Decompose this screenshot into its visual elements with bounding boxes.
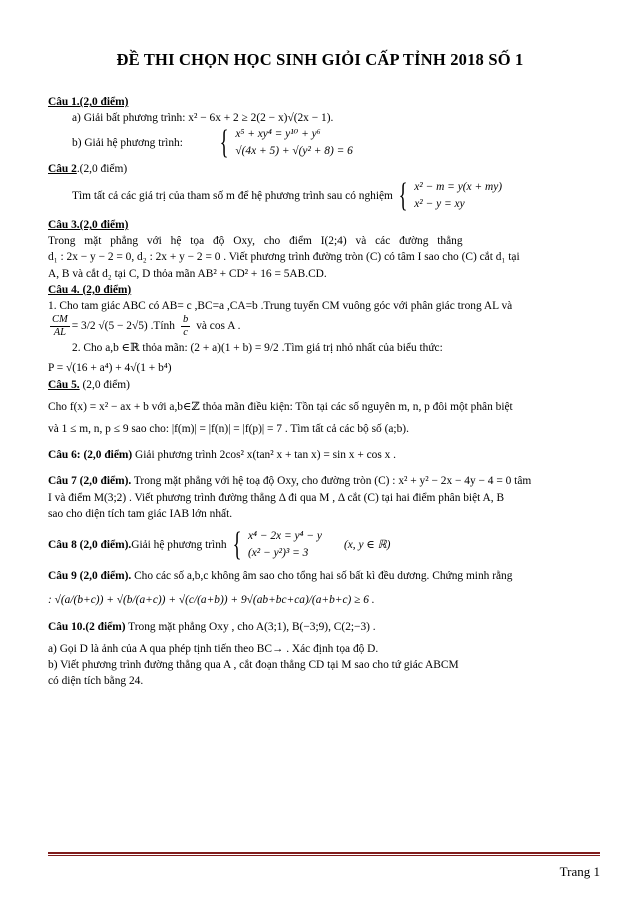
q8-text: Giải hệ phương trình	[131, 538, 227, 551]
q9	[48, 568, 600, 584]
q9-text: Cho các số a,b,c không âm sao cho tổng hai số bất kì đều dương. Chứng minh rằng	[131, 570, 513, 583]
q4-p1-eq: = 3/2 √(5 − 2√5) .Tính	[71, 320, 175, 333]
q1-heading: Câu 1.(2,0 điểm)	[48, 96, 129, 108]
q9-heading: Câu 9 (2,0 điểm).	[48, 570, 132, 583]
q10-b1: b) Viết phương trình đường thẳng qua A , cắt đoạn thẳng CD tại M sao cho tứ giác ABCM	[48, 658, 459, 671]
q2-eq2: x² − y = xy	[414, 197, 465, 210]
q2-body	[48, 176, 600, 214]
system-brace: {	[232, 526, 242, 564]
q4-p2: 2. Cho a,b ∈ℝ thỏa mãn: (2 + a)(1 + b) = 9/2 .Tìm giá trị nhỏ nhất của biểu thức:	[72, 342, 443, 355]
footer-rule	[48, 852, 600, 854]
exam-title: ĐỀ THI CHỌN HỌC SINH GIỎI CẤP TỈNH 2018 SỐ 1	[116, 50, 524, 69]
q7	[48, 473, 600, 489]
q7-line2: I và điểm M(3;2) . Viết phương trình đường thẳng Δ đi qua M , Δ cắt (C) tại hai điểm phân biệt A, B	[48, 491, 505, 504]
system-brace: {	[219, 124, 229, 162]
q4-p1-tail: và cos A .	[196, 320, 241, 333]
q10-b2: có diện tích bằng 24.	[48, 675, 144, 688]
frac-denominator: AL	[53, 326, 66, 338]
q1-eq1: x⁵ + xy⁴ = y¹⁰ + y⁶	[235, 128, 321, 141]
q3-line3: A, B và cắt d₂ tại C, D thỏa mãn AB² + CD² + 16 = 5AB.CD.	[48, 267, 327, 280]
q10-a: a) Gọi D là ảnh của A qua phép tịnh tiến theo BC→ . Xác định tọa độ D.	[48, 642, 379, 655]
page-number: Trang 1	[559, 864, 600, 879]
q6-heading: Câu 6: (2,0 điểm)	[48, 449, 133, 462]
q4-p1-cont	[48, 314, 600, 338]
q6-text: Giải phương trình 2cos² x(tan² x + tan x) = sin x + cos x .	[132, 449, 397, 462]
q8-eq2: (x² − y²)³ = 3	[247, 547, 309, 560]
q5-line2: và 1 ≤ m, n, p ≤ 9 sao cho: |f(m)| = |f(n)| = |f(p)| = 7 . Tìm tất cả các bộ số (a;b).	[48, 422, 409, 435]
q5-heading-rest: (2,0 điểm)	[79, 378, 130, 391]
q4-frac-b-c	[181, 314, 190, 338]
q2-text: Tìm tất cả các giá trị của tham số m để hệ phương trình sau có nghiệm	[72, 189, 393, 202]
q7-line1: Trong mặt phẳng với hệ toạ độ Oxy, cho đường tròn (C) : x² + y² − 2x − 4y − 4 = 0 tâm	[131, 475, 532, 488]
q10-intro: Trong mặt phẳng Oxy , cho A(3;1), B(−3;9), C(2;−3) .	[125, 620, 376, 633]
q10	[48, 619, 600, 635]
q2-eq1: x² − m = y(x + my)	[414, 180, 503, 193]
q2-heading: Câu 2	[48, 162, 77, 175]
q1-part-a: a) Giải bất phương trình: x² − 6x + 2 ≥ 2(2 − x)√(2x − 1).	[72, 112, 334, 125]
q8-eq1: x⁴ − 2x = y⁴ − y	[247, 529, 322, 542]
footer-rule-thin	[48, 855, 600, 856]
q5-heading: Câu 5.	[48, 378, 80, 391]
frac-numerator: CM	[52, 314, 68, 326]
q2-system	[414, 179, 502, 213]
q4-p2-expr: P = √(16 + a⁴) + 4√(1 + b⁴)	[48, 362, 172, 375]
q2-heading-rest: .(2,0 điểm)	[76, 162, 128, 175]
q3-line2: d₁ : 2x − y − 2 = 0, d₂ : 2x + y − 2 = 0 . Viết phương trình đường tròn (C) có tâm I sao cho (C) cắt d₁ tại	[48, 251, 520, 264]
q7-heading: Câu 7 (2,0 điểm).	[48, 475, 132, 488]
q1-part-b	[48, 126, 600, 160]
q10-heading: Câu 10.(2 điểm)	[48, 620, 126, 633]
q1-eq2: √(4x + 5) + √(y² + 8) = 6	[235, 145, 353, 158]
q8-system	[248, 528, 322, 562]
q4-frac-cm-al	[50, 314, 70, 338]
q8	[48, 528, 600, 562]
q1-system	[235, 126, 353, 160]
q3-line1: Trong mặt phẳng với hệ tọa độ Oxy, cho điểm I(2;4) và các đường thẳng	[48, 235, 463, 248]
q6	[48, 447, 600, 463]
q5-line1: Cho f(x) = x² − ax + b với a,b∈ℤ thỏa mãn điều kiện: Tồn tại các số nguyên m, n, p đôi một phân biệt	[48, 400, 513, 413]
q8-domain: (x, y ∈ ℝ)	[343, 538, 391, 551]
frac-denominator: c	[183, 326, 188, 338]
system-brace: {	[398, 176, 408, 214]
q4-heading: Câu 4. (2,0 điểm)	[48, 283, 132, 296]
exam-content	[48, 90, 600, 689]
q4-p1: 1. Cho tam giác ABC có AB= c ,BC=a ,CA=b .Trung tuyến CM vuông góc với phân giác trong AL và	[48, 299, 513, 312]
q7-line3: sao cho diện tích tam giác IAB lớn nhất.	[48, 507, 233, 520]
q1-b-label: b) Giải hệ phương trình:	[72, 137, 183, 150]
q8-heading: Câu 8 (2,0 điểm).	[48, 538, 132, 551]
frac-numerator: b	[182, 314, 189, 326]
q3-heading: Câu 3.(2,0 điểm)	[48, 219, 129, 231]
q9-inequality: : √(a/(b+c)) + √(b/(a+c)) + √(c/(a+b)) + 9√(ab+bc+ca)/(a+b+c) ≥ 6 .	[48, 594, 375, 607]
